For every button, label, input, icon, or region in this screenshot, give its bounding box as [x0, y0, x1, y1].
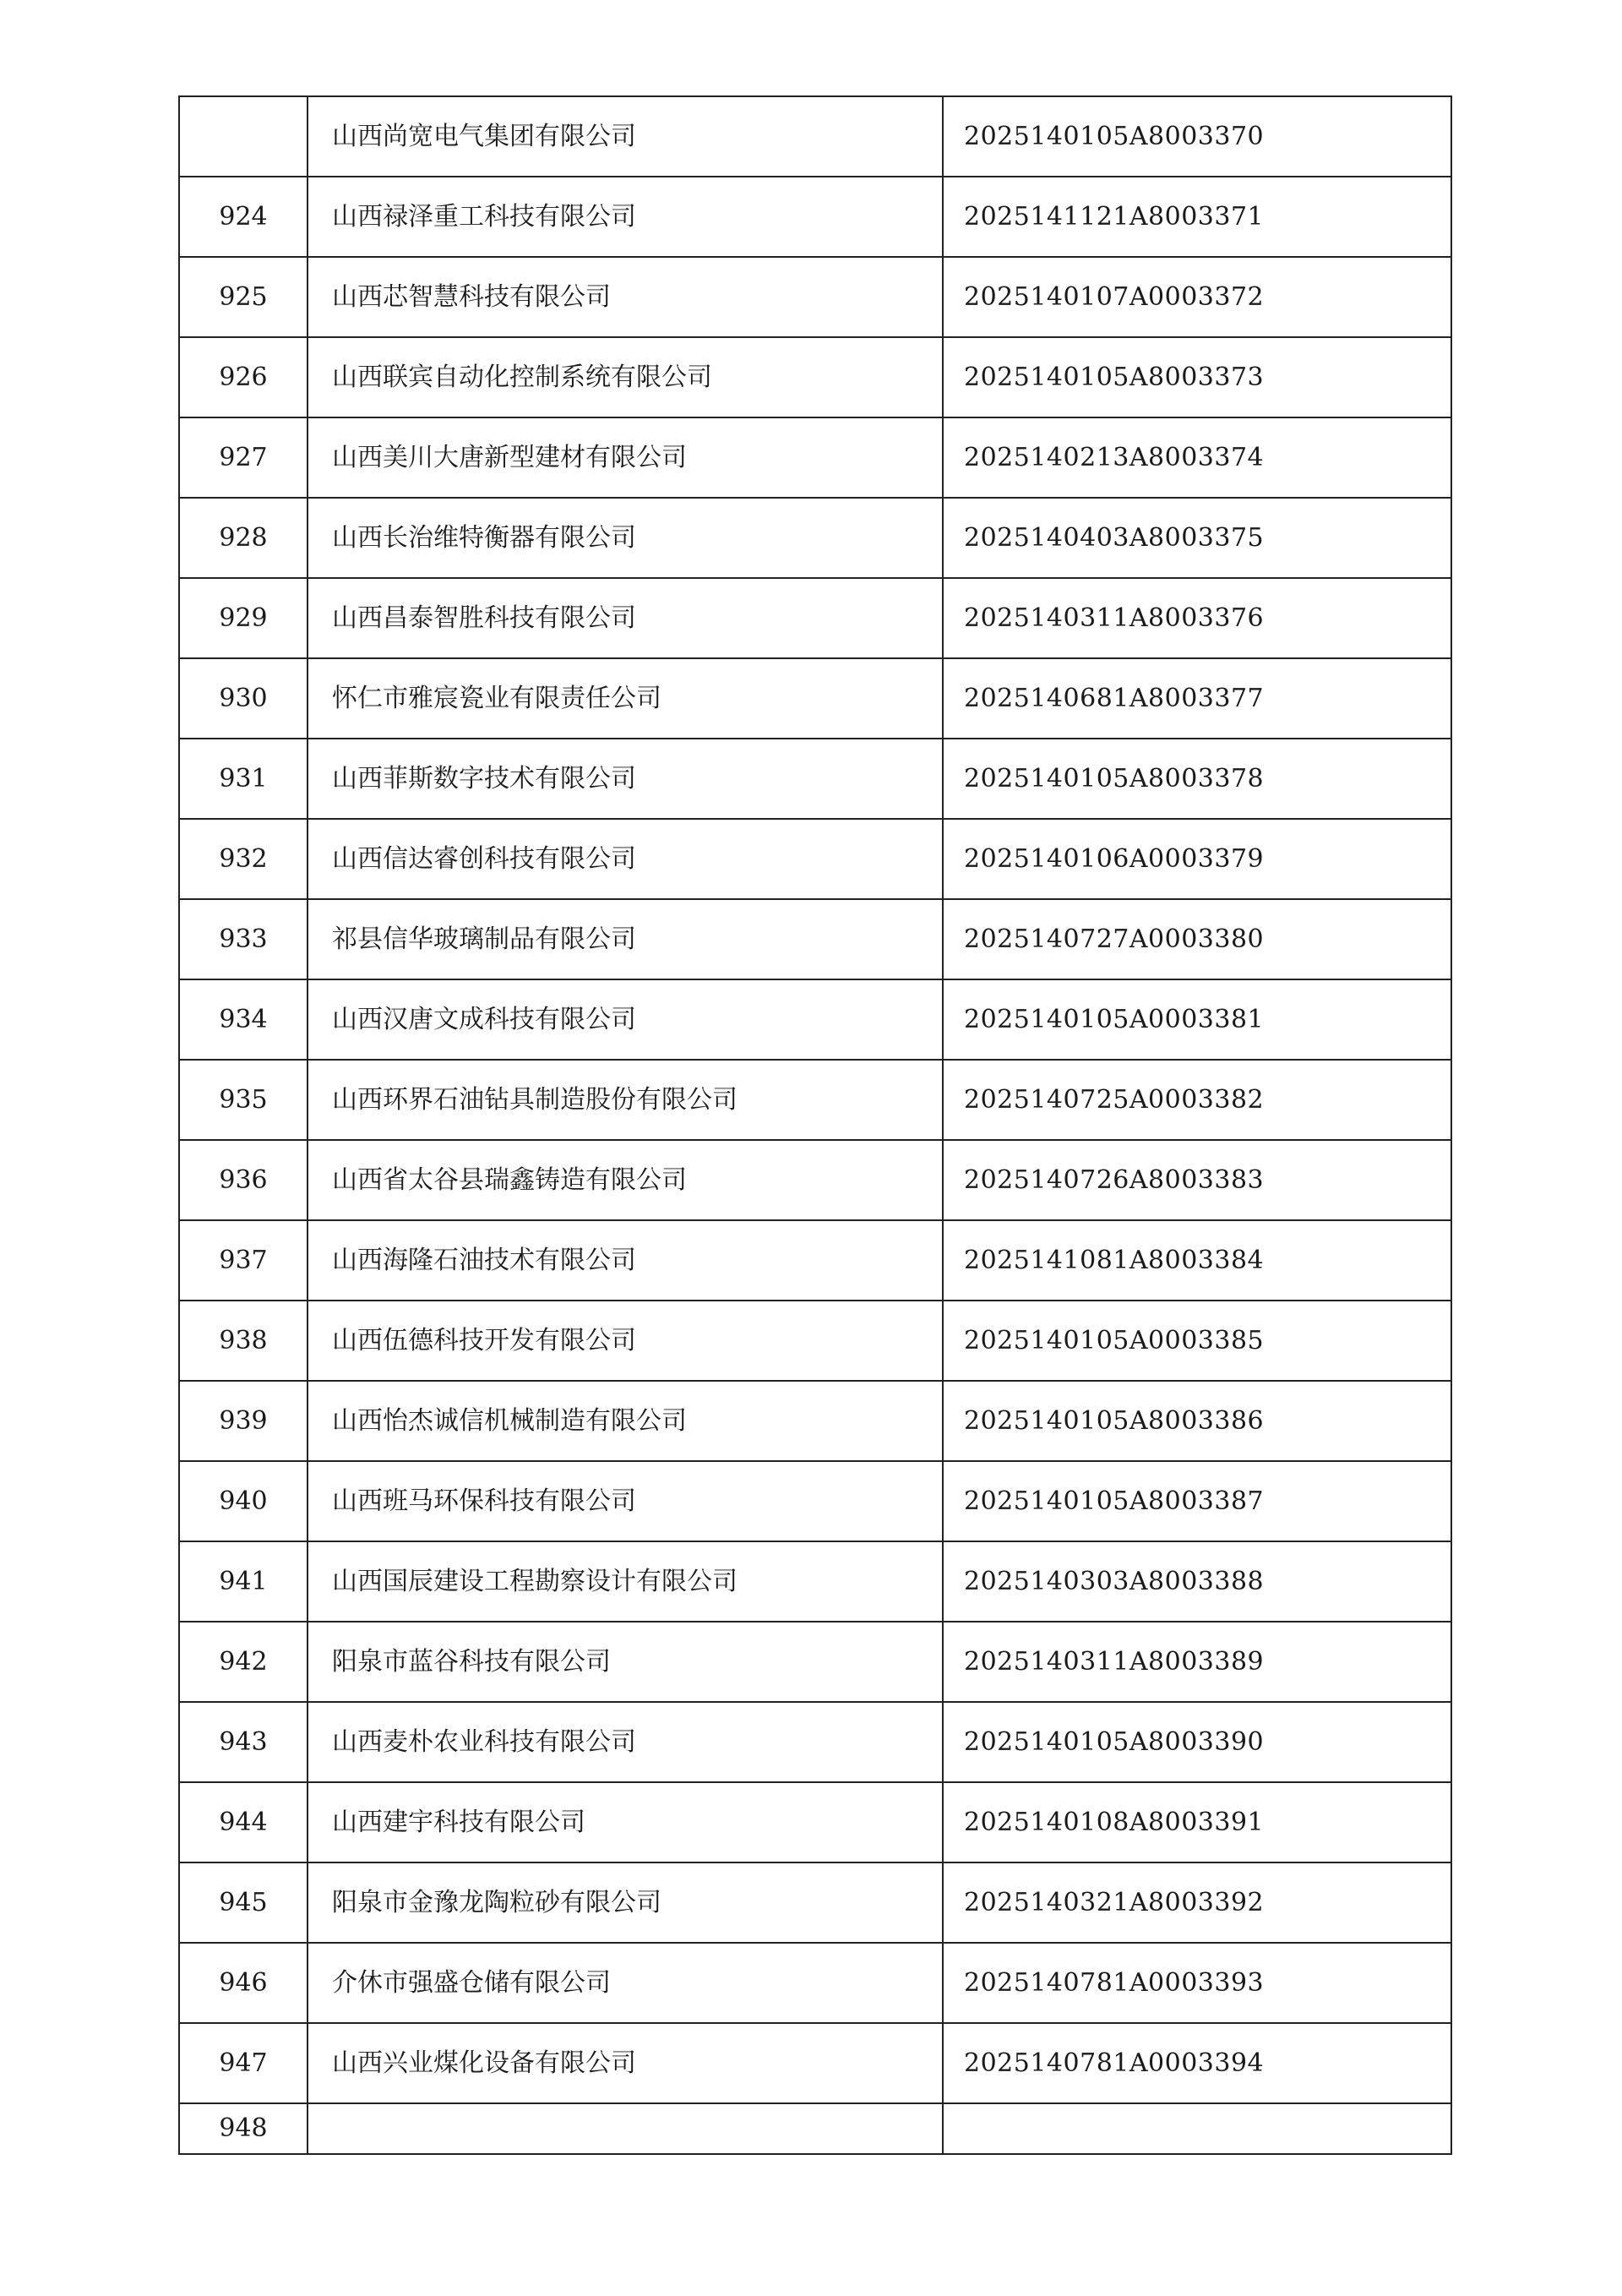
- registration-code: 2025140321A8003392: [943, 1862, 1451, 1943]
- company-name: 山西建宇科技有限公司: [308, 1782, 943, 1862]
- row-number: 935: [179, 1060, 308, 1140]
- company-name: 山西美川大唐新型建材有限公司: [308, 417, 943, 498]
- registration-code: 2025140105A0003385: [943, 1301, 1451, 1381]
- row-number: 924: [179, 177, 308, 257]
- company-name: 山西联宾自动化控制系统有限公司: [308, 337, 943, 417]
- table-row: [179, 417, 1451, 498]
- table-row: [179, 337, 1451, 417]
- registration-code: 2025141121A8003371: [943, 177, 1451, 257]
- row-number: 946: [179, 1943, 308, 2023]
- table-row: [179, 498, 1451, 578]
- table-row: [179, 1140, 1451, 1220]
- row-number: 931: [179, 739, 308, 819]
- registration-code: 2025140781A0003393: [943, 1943, 1451, 2023]
- row-number: 940: [179, 1461, 308, 1541]
- registration-code: [943, 2103, 1451, 2154]
- table-row: [179, 1461, 1451, 1541]
- table-row: [179, 1702, 1451, 1782]
- table-row: [179, 578, 1451, 658]
- table-row: [179, 1060, 1451, 1140]
- company-name: 山西尚宽电气集团有限公司: [308, 96, 943, 177]
- registration-code: 2025140105A8003387: [943, 1461, 1451, 1541]
- company-name: 山西伍德科技开发有限公司: [308, 1301, 943, 1381]
- row-number: 928: [179, 498, 308, 578]
- table-row: [179, 96, 1451, 177]
- registration-code: 2025140311A8003389: [943, 1622, 1451, 1702]
- registration-code: 2025140781A0003394: [943, 2023, 1451, 2103]
- table-row: [179, 2023, 1451, 2103]
- table-row: [179, 1381, 1451, 1461]
- registration-code: 2025140105A0003381: [943, 979, 1451, 1060]
- registration-code: 2025140105A8003386: [943, 1381, 1451, 1461]
- registration-code: 2025140403A8003375: [943, 498, 1451, 578]
- company-name: 山西长治维特衡器有限公司: [308, 498, 943, 578]
- registration-code: 2025140213A8003374: [943, 417, 1451, 498]
- table-row: [179, 1622, 1451, 1702]
- company-name: 阳泉市金豫龙陶粒砂有限公司: [308, 1862, 943, 1943]
- row-number: 930: [179, 658, 308, 739]
- registration-table: [178, 95, 1452, 2155]
- row-number: 944: [179, 1782, 308, 1862]
- table-row: [179, 819, 1451, 899]
- table-row: [179, 1943, 1451, 2023]
- registration-code: 2025140105A8003378: [943, 739, 1451, 819]
- row-number: 943: [179, 1702, 308, 1782]
- company-name: 山西芯智慧科技有限公司: [308, 257, 943, 337]
- row-number: 926: [179, 337, 308, 417]
- registration-code: 2025140311A8003376: [943, 578, 1451, 658]
- row-number: 941: [179, 1541, 308, 1622]
- table-row: [179, 658, 1451, 739]
- company-name: 怀仁市雅宸瓷业有限责任公司: [308, 658, 943, 739]
- company-name: 山西怡杰诚信机械制造有限公司: [308, 1381, 943, 1461]
- row-number: 945: [179, 1862, 308, 1943]
- row-number: 938: [179, 1301, 308, 1381]
- company-name: 山西菲斯数字技术有限公司: [308, 739, 943, 819]
- row-number: 948: [179, 2103, 308, 2154]
- company-name: 山西国辰建设工程勘察设计有限公司: [308, 1541, 943, 1622]
- row-number: 932: [179, 819, 308, 899]
- table-row: [179, 899, 1451, 979]
- company-name: 山西省太谷县瑞鑫铸造有限公司: [308, 1140, 943, 1220]
- registration-code: 2025140108A8003391: [943, 1782, 1451, 1862]
- row-number: 925: [179, 257, 308, 337]
- registration-code: 2025140106A0003379: [943, 819, 1451, 899]
- table-row: [179, 1541, 1451, 1622]
- company-name: 祁县信华玻璃制品有限公司: [308, 899, 943, 979]
- company-name: 介休市强盛仓储有限公司: [308, 1943, 943, 2023]
- company-name: 山西昌泰智胜科技有限公司: [308, 578, 943, 658]
- registration-code: 2025140105A8003390: [943, 1702, 1451, 1782]
- registration-code: 2025141081A8003384: [943, 1220, 1451, 1301]
- row-number: 939: [179, 1381, 308, 1461]
- company-name: 山西班马环保科技有限公司: [308, 1461, 943, 1541]
- company-name: 阳泉市蓝谷科技有限公司: [308, 1622, 943, 1702]
- registration-code: 2025140105A8003370: [943, 96, 1451, 177]
- company-name: 山西环界石油钻具制造股份有限公司: [308, 1060, 943, 1140]
- registration-code: 2025140107A0003372: [943, 257, 1451, 337]
- row-number: 929: [179, 578, 308, 658]
- registration-code: 2025140725A0003382: [943, 1060, 1451, 1140]
- row-number: 934: [179, 979, 308, 1060]
- row-number: [179, 96, 308, 177]
- registration-code: 2025140105A8003373: [943, 337, 1451, 417]
- table-row: [179, 1301, 1451, 1381]
- table-row: [179, 257, 1451, 337]
- table-row: [179, 2103, 1451, 2154]
- company-name: 山西汉唐文成科技有限公司: [308, 979, 943, 1060]
- table-row: [179, 1220, 1451, 1301]
- company-name: 山西麦朴农业科技有限公司: [308, 1702, 943, 1782]
- table-row: [179, 979, 1451, 1060]
- table-row: [179, 1782, 1451, 1862]
- table-body: [179, 96, 1451, 2154]
- row-number: 927: [179, 417, 308, 498]
- table-row: [179, 739, 1451, 819]
- company-name: 山西海隆石油技术有限公司: [308, 1220, 943, 1301]
- table-row: [179, 1862, 1451, 1943]
- company-name: 山西信达睿创科技有限公司: [308, 819, 943, 899]
- row-number: 947: [179, 2023, 308, 2103]
- company-name: 山西禄泽重工科技有限公司: [308, 177, 943, 257]
- registration-code: 2025140303A8003388: [943, 1541, 1451, 1622]
- company-name: [308, 2103, 943, 2154]
- row-number: 942: [179, 1622, 308, 1702]
- registration-code: 2025140726A8003383: [943, 1140, 1451, 1220]
- table-row: [179, 177, 1451, 257]
- row-number: 933: [179, 899, 308, 979]
- company-name: 山西兴业煤化设备有限公司: [308, 2023, 943, 2103]
- registration-code: 2025140681A8003377: [943, 658, 1451, 739]
- row-number: 937: [179, 1220, 308, 1301]
- registration-code: 2025140727A0003380: [943, 899, 1451, 979]
- row-number: 936: [179, 1140, 308, 1220]
